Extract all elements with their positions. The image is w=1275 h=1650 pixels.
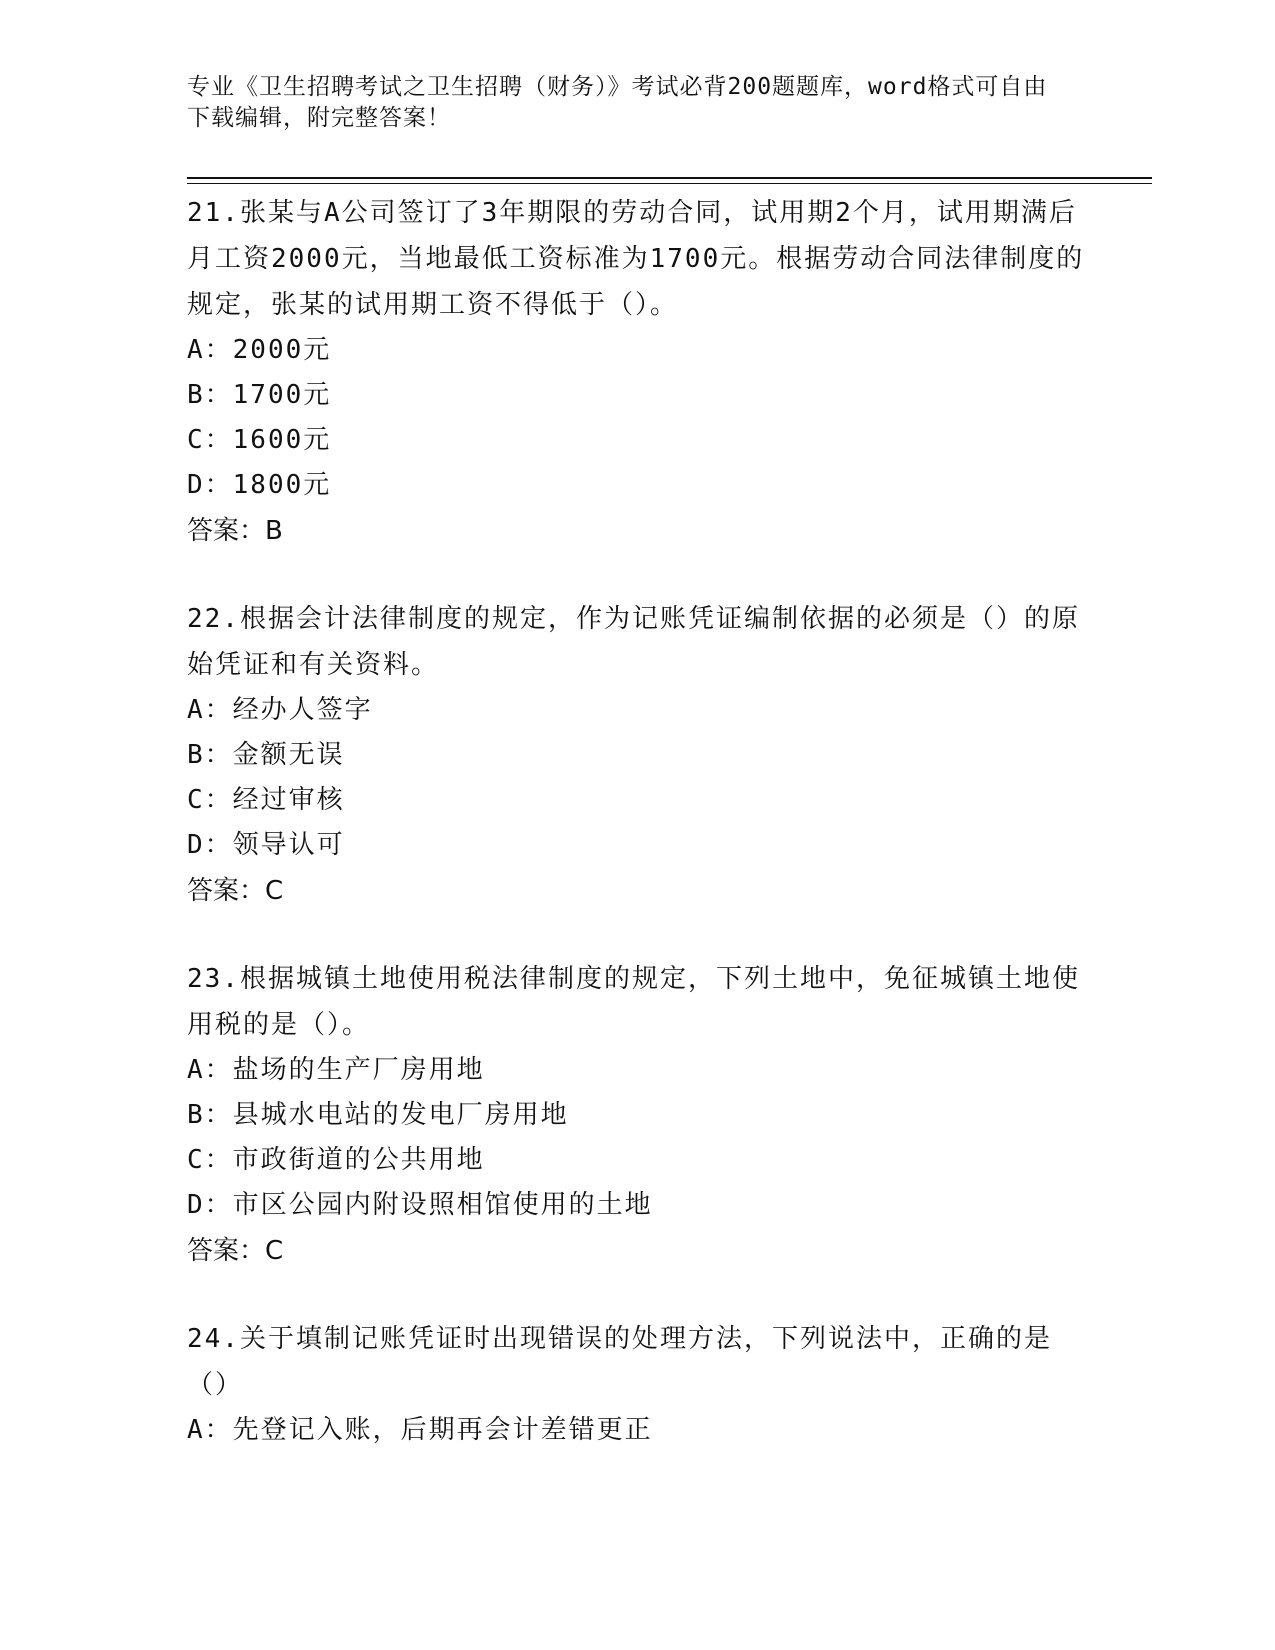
option-d: D：1800元 <box>187 470 332 500</box>
option-b: B：金额无误 <box>187 740 345 770</box>
question-23 <box>187 956 1087 1274</box>
option-a: A：经办人签字 <box>187 695 373 725</box>
option-d: D：市区公园内附设照相馆使用的土地 <box>187 1190 653 1220</box>
option-c: C：市政街道的公共用地 <box>187 1145 485 1175</box>
option-a: A：先登记入账，后期再会计差错更正 <box>187 1415 653 1445</box>
header-divider-thick <box>187 177 1152 179</box>
question-22 <box>187 596 1087 914</box>
document-header: 专业《卫生招聘考试之卫生招聘（财务）》考试必背200题题库，word格式可自由下载编辑，附完整答案！ <box>187 74 1048 131</box>
answer: 答案：C <box>187 1236 284 1266</box>
question-list <box>187 190 1087 1495</box>
option-c: C：1600元 <box>187 425 332 455</box>
question-stem: 24.关于填制记账凭证时出现错误的处理方法，下列说法中，正确的是（） <box>187 1324 1052 1400</box>
answer: 答案：C <box>187 876 284 906</box>
option-a: A：盐场的生产厂房用地 <box>187 1055 485 1085</box>
option-d: D：领导认可 <box>187 830 345 860</box>
question-stem: 21.张某与A公司签订了3年期限的劳动合同，试用期2个月，试用期满后月工资2000元，当地最低工资标准为1700元。根据劳动合同法律制度的规定，张某的试用期工资不得低于（）。 <box>187 198 1085 320</box>
question-24 <box>187 1316 1087 1453</box>
option-a: A：2000元 <box>187 335 332 365</box>
question-21 <box>187 190 1087 554</box>
option-c: C：经过审核 <box>187 785 345 815</box>
option-b: B：1700元 <box>187 380 332 410</box>
answer: 答案：B <box>187 516 283 546</box>
question-stem: 23.根据城镇土地使用税法律制度的规定，下列土地中，免征城镇土地使用税的是（）。 <box>187 964 1080 1040</box>
option-b: B：县城水电站的发电厂房用地 <box>187 1100 569 1130</box>
header-divider-thin <box>187 183 1152 184</box>
question-stem: 22.根据会计法律制度的规定，作为记账凭证编制依据的必须是（）的原始凭证和有关资料。 <box>187 604 1080 680</box>
